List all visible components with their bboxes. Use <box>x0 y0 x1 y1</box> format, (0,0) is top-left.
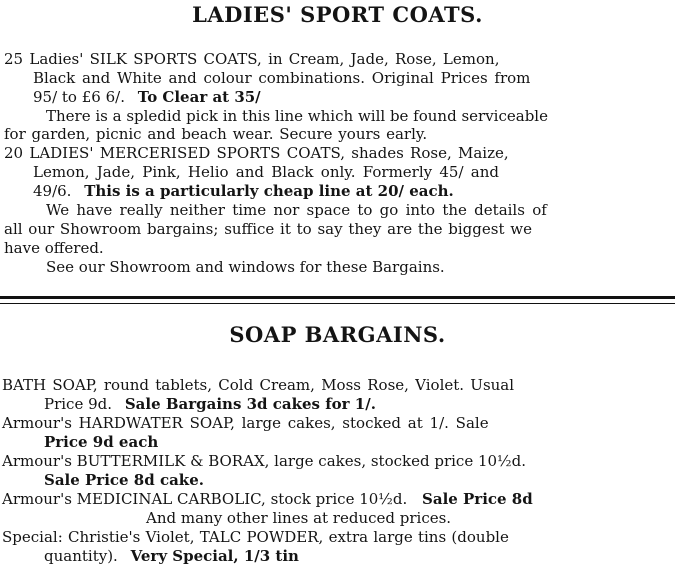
coats-line-8 <box>33 183 454 200</box>
soap-line-5: Armour's BUTTERMILK & BORAX, large cakes, stocked price 10½d. <box>2 452 526 470</box>
coats-line-7: Lemon, Jade, Pink, Helio and Black only. Formerly 45/ and <box>33 163 500 181</box>
coats-former-price: 49/6. <box>33 182 72 200</box>
coats-line-4: There is a spledid pick in this line which will be found serviceable <box>46 107 548 125</box>
soap-line-10 <box>44 548 299 565</box>
coats-line-6: 20 LADIES' MERCERISED SPORTS COATS, shades Rose, Maize, <box>4 144 509 162</box>
bath-soap-sale-price: Sale Bargains 3d cakes for 1/. <box>124 395 376 413</box>
buttermilk-borax-sale-price: Sale Price 8d cake. <box>44 471 204 489</box>
soap-line-2 <box>44 396 376 413</box>
soap-line-8: And many other lines at reduced prices. <box>146 509 452 527</box>
soap-line-4 <box>44 434 158 451</box>
coats-line-3 <box>33 89 261 106</box>
soap-line-6 <box>44 472 204 489</box>
section-divider-thick <box>0 296 675 299</box>
coats-line-2: Black and White and colour combinations. Original Prices from <box>33 69 531 87</box>
talc-powder-quantity: quantity). <box>44 547 118 565</box>
coats-line-12: See our Showroom and windows for these Bargains. <box>46 258 445 276</box>
coats-cheap-line: This is a particularly cheap line at 20/ each. <box>84 182 454 200</box>
coats-line-5: for garden, picnic and beach wear. Secure yours early. <box>4 125 428 143</box>
coats-line-10: all our Showroom bargains; suffice it to say they are the biggest we <box>4 220 532 238</box>
coats-line-11: have offered. <box>4 239 104 257</box>
ladies-sport-coats-heading: LADIES' SPORT COATS. <box>192 2 483 27</box>
medicinal-carbolic-stock-price: Armour's MEDICINAL CARBOLIC, stock price 10½d. <box>2 490 408 508</box>
hardwater-soap-sale-price: Price 9d each <box>44 433 159 451</box>
soap-bargains-heading: SOAP BARGAINS. <box>229 322 446 347</box>
soap-line-7 <box>2 491 533 508</box>
coats-line-9: We have really neither time nor space to go into the details of <box>46 201 547 219</box>
soap-line-1: BATH SOAP, round tablets, Cold Cream, Moss Rose, Violet. Usual <box>2 376 515 394</box>
section-divider-thin <box>0 303 675 304</box>
medicinal-carbolic-sale-price: Sale Price 8d <box>422 490 533 508</box>
talc-powder-special-price: Very Special, 1/3 tin <box>130 547 299 565</box>
soap-line-3: Armour's HARDWATER SOAP, large cakes, stocked at 1/. Sale <box>2 414 489 432</box>
coats-price-range: 95/ to £6 6/. <box>33 88 125 106</box>
soap-line-9: Special: Christie's Violet, TALC POWDER, extra large tins (double <box>2 528 509 546</box>
bath-soap-usual-price: Price 9d. <box>44 395 113 413</box>
coats-line-1: 25 Ladies' SILK SPORTS COATS, in Cream, Jade, Rose, Lemon, <box>4 50 500 68</box>
coats-clear-price: To Clear at 35/ <box>137 88 261 106</box>
